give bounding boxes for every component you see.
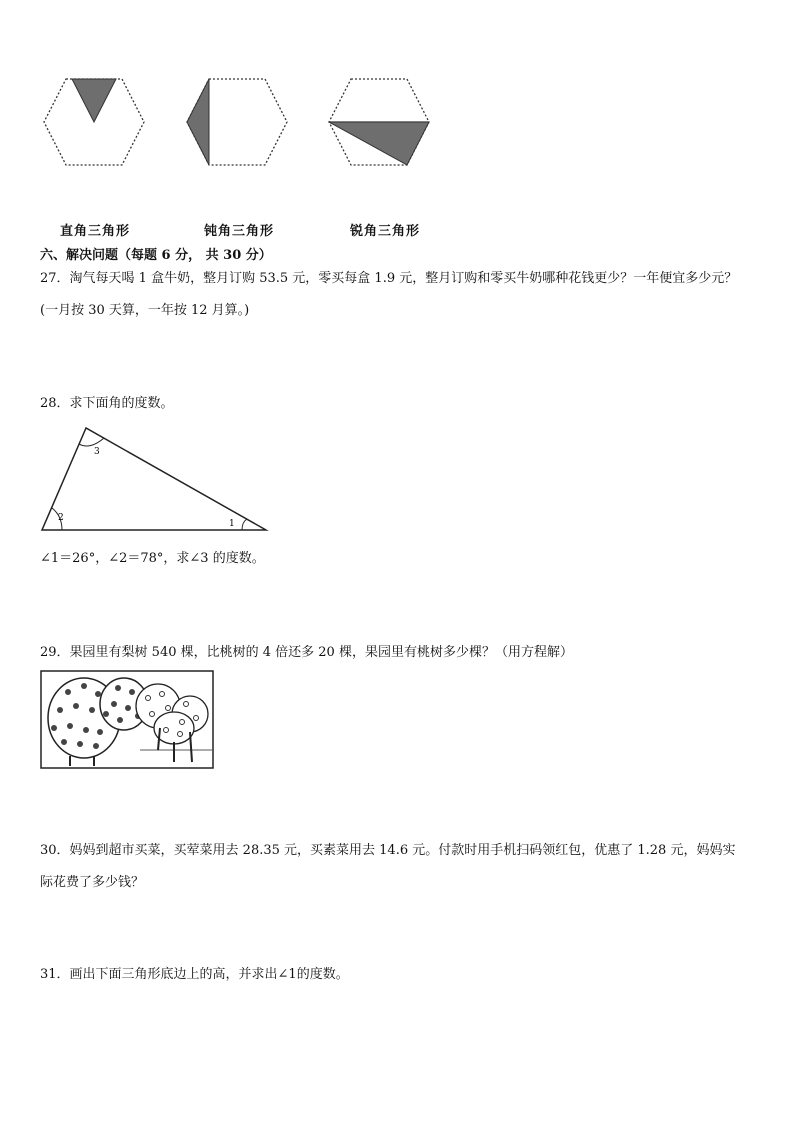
orchard-illustration (40, 670, 214, 770)
angle-label-2: 2 (58, 513, 64, 523)
triangle-angle-figure (38, 424, 272, 536)
question-30-line2: 际花费了多少钱？ (40, 875, 145, 890)
caption-acute-triangle: 锐角三角形 (350, 224, 421, 239)
hexagon-obtuse-triangle-figure (183, 76, 291, 168)
angle-label-1: 1 (229, 519, 235, 529)
question-27-line1: 27．淘气每天喝 1 盒牛奶，整月订购 53.5 元，零买每盒 1.9 元，整月订购和零买牛奶哪种花钱更少？一年便宜多少元？ (40, 271, 738, 286)
caption-obtuse-triangle: 钝角三角形 (204, 224, 275, 239)
section-title: 六、解决问题（每题 6 分， 共 30 分） (40, 248, 272, 263)
question-28-text: 28．求下面角的度数。 (40, 396, 174, 411)
question-31-text: 31．画出下面三角形底边上的高，并求出∠1的度数。 (40, 967, 349, 982)
question-29-text: 29．果园里有梨树 540 棵，比桃树的 4 倍还多 20 棵，果园里有桃树多少棵？（用方程解） (40, 645, 573, 660)
question-28-condition: ∠1＝26°，∠2＝78°，求∠3 的度数。 (40, 551, 265, 566)
question-27-line2: (一月按 30 天算，一年按 12 月算。) (40, 303, 250, 318)
question-30-line1: 30．妈妈到超市买菜，买荤菜用去 28.35 元，买素菜用去 14.6 元。付款时用手机扫码领红包，优惠了 1.28 元，妈妈实 (40, 843, 736, 858)
caption-right-triangle: 直角三角形 (60, 224, 131, 239)
angle-label-3: 3 (94, 447, 100, 457)
hexagon-acute-triangle-figure (325, 76, 433, 168)
hexagon-right-triangle-figure (40, 76, 148, 168)
